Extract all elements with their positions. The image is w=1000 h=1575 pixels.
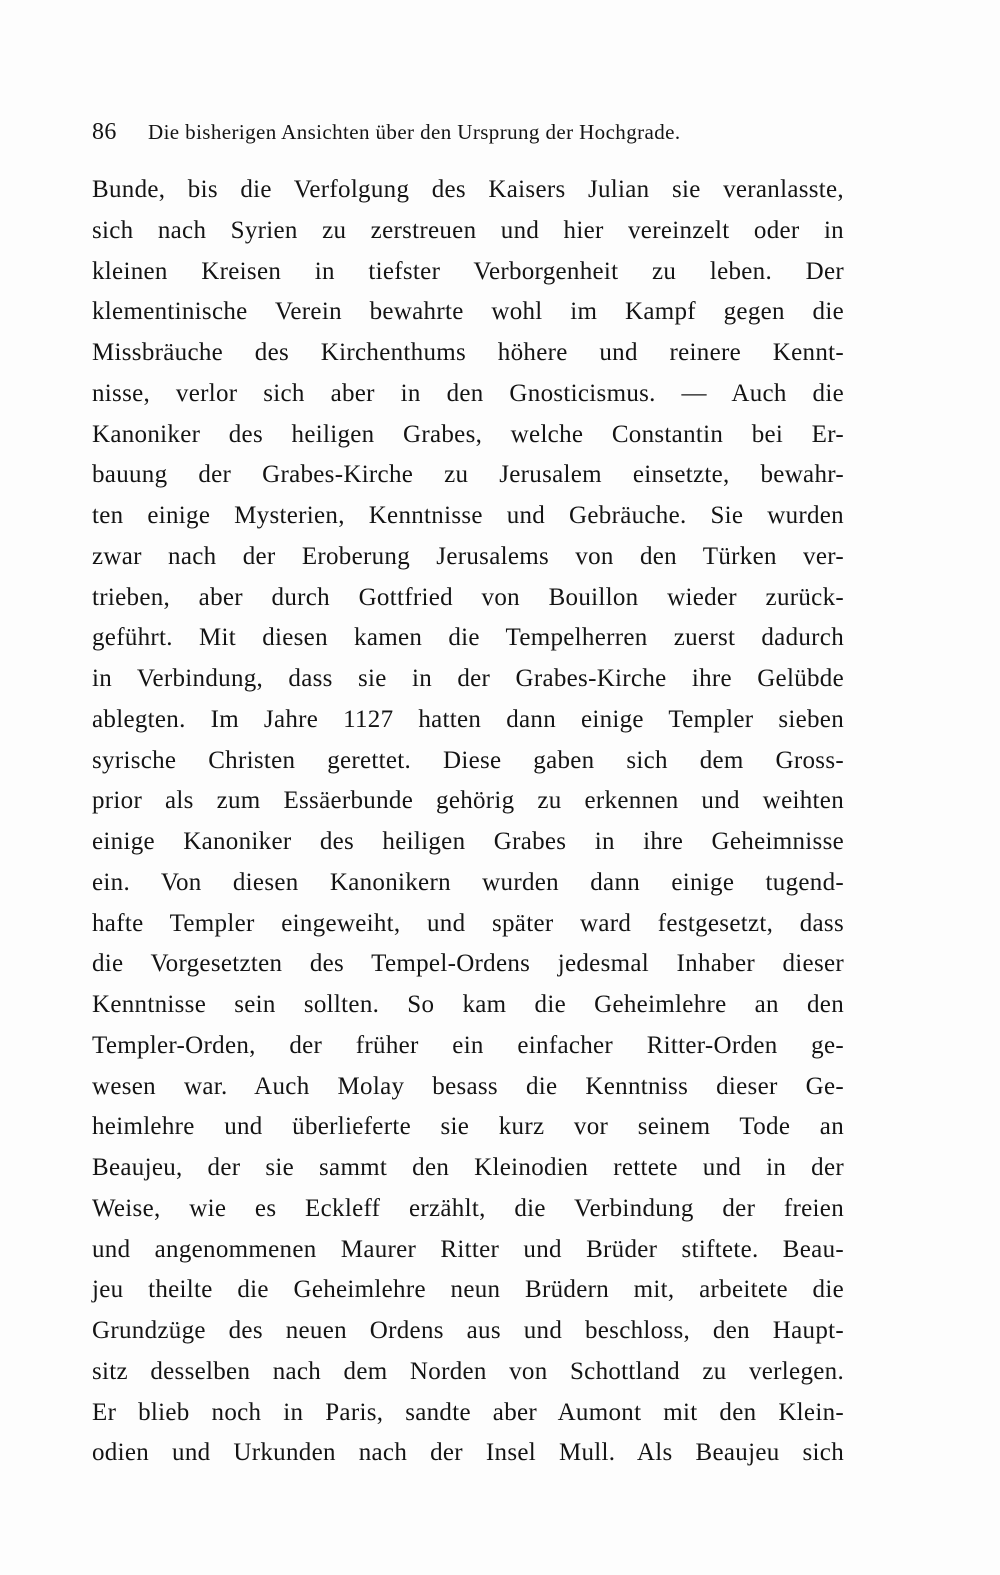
text-line: syrische Christen gerettet. Diese gaben sich dem Gross-: [92, 746, 844, 774]
text-line: Templer-Orden, der früher ein einfacher Ritter-Orden ge-: [92, 1031, 844, 1059]
text-line: zwar nach der Eroberung Jerusalems von den Türken ver-: [92, 542, 844, 570]
text-line: einige Kanoniker des heiligen Grabes in ihre Geheimnisse: [92, 828, 844, 855]
page-number: 86: [92, 119, 117, 145]
text-line: Er blieb noch in Paris, sandte aber Aumont mit den Klein-: [92, 1398, 844, 1426]
text-line: prior als zum Essäerbunde gehörig zu erkennen und weihten: [92, 787, 844, 815]
text-line: hafte Templer eingeweiht, und später ward festgesetzt, dass: [92, 909, 844, 937]
text-line: bauung der Grabes-Kirche zu Jerusalem einsetzte, bewahr-: [92, 461, 844, 489]
text-line: Bunde, bis die Verfolgung des Kaisers Julian sie veranlasste,: [92, 176, 844, 203]
text-line: Kanoniker des heiligen Grabes, welche Constantin bei Er-: [92, 420, 844, 448]
text-line: heimlehre und überlieferte sie kurz vor seinem Tode an: [92, 1113, 844, 1141]
page-header: [92, 116, 852, 148]
text-line: odien und Urkunden nach der Insel Mull. Als Beaujeu sich: [92, 1439, 844, 1467]
text-line: jeu theilte die Geheimlehre neun Brüdern mit, arbeitete die: [92, 1276, 844, 1304]
text-line: die Vorgesetzten des Tempel-Ordens jedesmal Inhaber dieser: [92, 950, 844, 978]
text-line: kleinen Kreisen in tiefster Verborgenheit zu leben. Der: [92, 257, 844, 285]
text-line: Grundzüge des neuen Ordens aus und beschloss, den Haupt-: [92, 1317, 844, 1344]
text-line: sich nach Syrien zu zerstreuen und hier vereinzelt oder in: [92, 216, 844, 244]
text-line: ein. Von diesen Kanonikern wurden dann einige tugend-: [92, 868, 844, 896]
text-line: trieben, aber durch Gottfried von Bouillon wieder zurück-: [92, 583, 844, 611]
text-line: nisse, verlor sich aber in den Gnosticismus. — Auch die: [92, 379, 844, 407]
text-line: Beaujeu, der sie sammt den Kleinodien rettete und in der: [92, 1154, 844, 1181]
body-text: [92, 170, 844, 1474]
text-line: ablegten. Im Jahre 1127 hatten dann einige Templer sieben: [92, 705, 844, 733]
text-line: klementinische Verein bewahrte wohl im Kampf gegen die: [92, 298, 844, 326]
text-line: wesen war. Auch Molay besass die Kenntniss dieser Ge-: [92, 1072, 844, 1100]
text-line: Missbräuche des Kirchenthums höhere und reinere Kennt-: [92, 339, 844, 366]
text-line: sitz desselben nach dem Norden von Schottland zu verlegen.: [92, 1357, 844, 1385]
text-line: Weise, wie es Eckleff erzählt, die Verbindung der freien: [92, 1194, 844, 1222]
text-line: Kenntnisse sein sollten. So kam die Geheimlehre an den: [92, 991, 844, 1018]
text-line: und angenommenen Maurer Ritter und Brüder stiftete. Beau-: [92, 1235, 844, 1263]
running-head: Die bisherigen Ansichten über den Ursprung der Hochgrade.: [148, 120, 681, 144]
text-line: in Verbindung, dass sie in der Grabes-Kirche ihre Gelübde: [92, 665, 844, 692]
text-line: ten einige Mysterien, Kenntnisse und Gebräuche. Sie wurden: [92, 502, 844, 529]
text-line: geführt. Mit diesen kamen die Tempelherren zuerst dadurch: [92, 624, 844, 652]
